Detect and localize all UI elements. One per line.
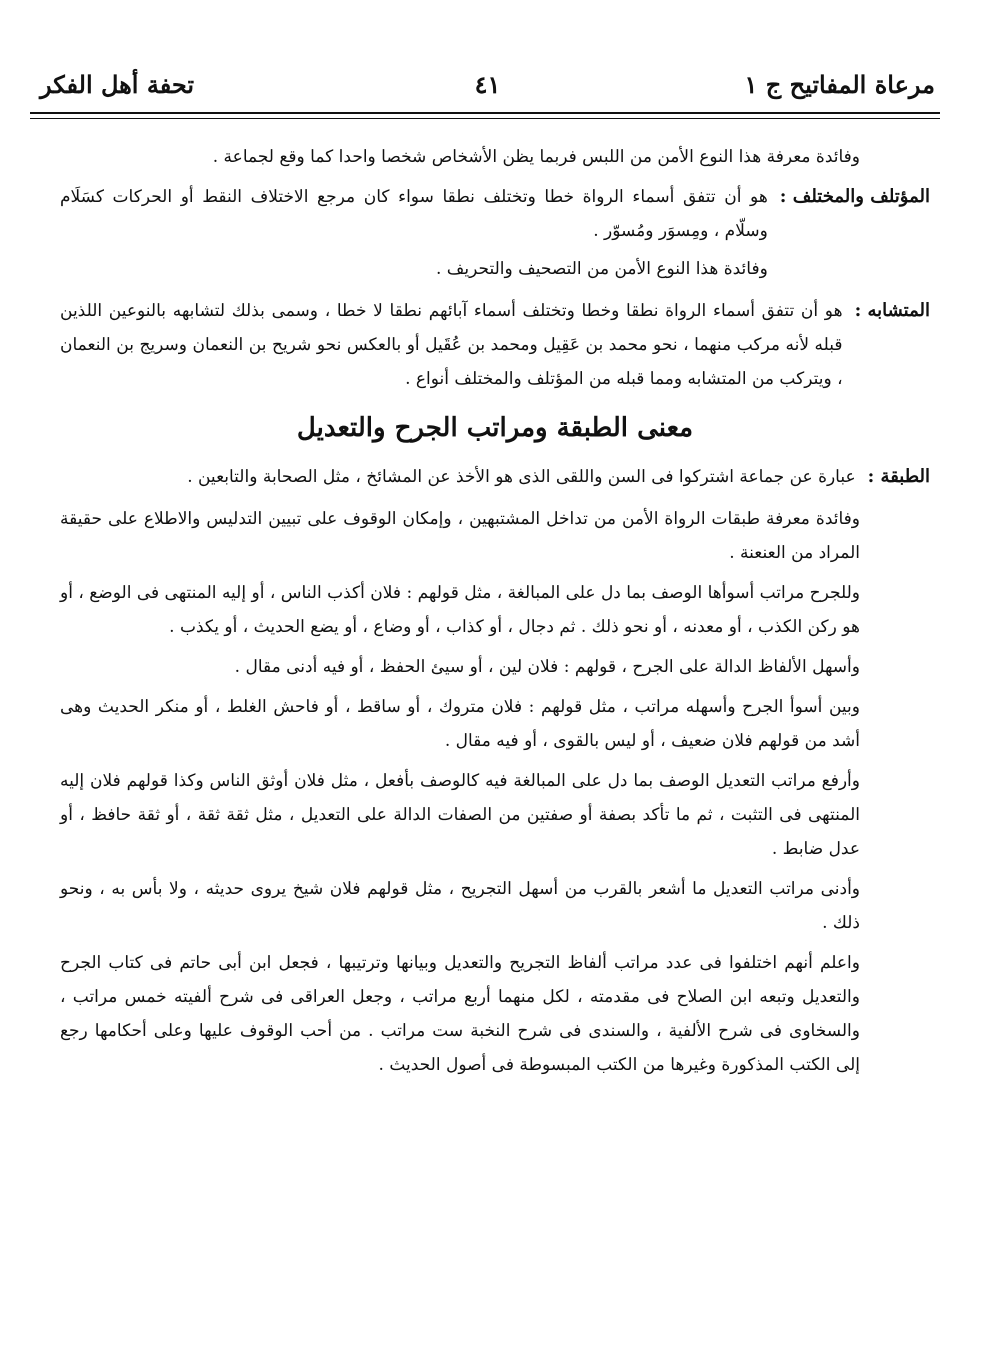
definition-tabaqa: عبارة عن جماعة اشتركوا فى السن واللقى الذى هو الأخذ عن المشائخ ، مثل الصحابة والتابعين . xyxy=(187,467,856,487)
page-body xyxy=(60,140,930,1088)
header-rule xyxy=(30,112,940,114)
page-number: ٤١ xyxy=(474,69,501,99)
body-paragraph: وفائدة معرفة طبقات الرواة الأمن من تداخل المشتبهين ، وإمكان الوقوف على تبيين التدليس والاطلاع على حقيقة المراد من العنعنة . xyxy=(60,509,860,563)
section-running-title: تحفة أهل الفكر xyxy=(40,69,195,99)
section-heading: معنى الطبقة ومراتب الجرح والتعديل xyxy=(296,413,694,443)
definition-mutashabih: هو أن تتفق أسماء الرواة نطقا وخطا وتختلف أسماء آبائهم نطقا لا خطا ، وسمى بذلك لتشابهه بالنوعين اللذين قبله لأنه مركب منهما ، نحو محمد بن عَقِيل ومحمد بن عُقَيل أو بالعكس نحو شريح بن النعمان وسريج بن النعمان ، ويتركب من المتشابه ومما قبله من المؤتلف والمختلف أنواع . xyxy=(60,301,843,389)
book-title: مرعاة المفاتيح ج ١ xyxy=(744,69,935,99)
term-mutashabih: المتشابه : xyxy=(854,300,930,321)
body-paragraph: وأسهل الألفاظ الدالة على الجرح ، قولهم : فلان لين ، أو سيئ الحفظ ، أو فيه أدنى مقال . xyxy=(234,657,860,677)
body-paragraph: وأدنى مراتب التعديل ما أشعر بالقرب من أسهل التجريح ، مثل قولهم فلان شيخ يروى حديثه ، ولا بأس به ، ونحو ذلك . xyxy=(60,879,860,933)
entry-mutashabih xyxy=(60,294,930,400)
header-rule-thin xyxy=(30,118,940,119)
benefit-mutalif: وفائدة هذا النوع الأمن من التصحيف والتحريف . xyxy=(436,259,768,279)
body-paragraph: وأرفع مراتب التعديل الوصف بما دل على المبالغة فيه كالوصف بأفعل ، مثل فلان أوثق الناس وكذا قولهم فلان إليه المنتهى فى التثبت ، ثم ما تأكد بصفة أو صفتين من الصفات الدالة على التعديل ، مثل ثقة ثقة ، أو ثقة حافظ ، أو عدل ضابط . xyxy=(60,771,860,859)
term-mutalif: المؤتلف والمختلف : xyxy=(779,186,930,207)
intro-paragraph: وفائدة معرفة هذا النوع الأمن من اللبس فربما يظن الأشخاص شخصا واحدا كما وقع لجماعة . xyxy=(212,147,860,167)
running-header xyxy=(40,62,935,106)
body-paragraph: وللجرح مراتب أسوأها الوصف بما دل على المبالغة ، مثل قولهم : فلان أكذب الناس ، أو إليه المنتهى فى الوضع ، أو هو ركن الكذب ، أو معدنه ، أو نحو ذلك . ثم دجال ، أو كذاب ، أو وضاع ، أو يضع الحديث ، أو يكذب . xyxy=(60,583,860,637)
entry-tabaqa xyxy=(60,460,930,498)
entry-mutalif xyxy=(60,180,930,290)
body-paragraph: واعلم أنهم اختلفوا فى عدد مراتب ألفاظ التجريح والتعديل وبيانها وترتيبها ، فجعل ابن أبى حاتم فى كتاب الجرح والتعديل وتبعه ابن الصلاح فى مقدمته ، لكل منهما أربع مراتب ، وجعل العراقى فى شرح ألفيته خمس مراتب ، والسخاوى فى شرح الألفية ، والسندى فى شرح النخبة ست مراتب . من أحب الوقوف عليها وعلى أحكامها رجع إلى الكتب المذكورة وغيرها من الكتب المبسوطة فى أصول الحديث . xyxy=(60,953,860,1075)
term-tabaqa: الطبقة : xyxy=(867,466,930,487)
body-paragraph: وبين أسوأ الجرح وأسهله مراتب ، مثل قولهم : فلان متروك ، أو ساقط ، أو فاحش الغلط ، أو منكر الحديث وهى أشد من قولهم فلان ضعيف ، أو ليس بالقوى ، أو فيه مقال . xyxy=(60,697,860,751)
definition-mutalif: هو أن تتفق أسماء الرواة خطا وتختلف نطقا سواء كان مرجع الاختلاف النقط أو الحركات كسَلَام وسلّام ، ومِسوَر ومُسوّر . xyxy=(60,187,768,241)
